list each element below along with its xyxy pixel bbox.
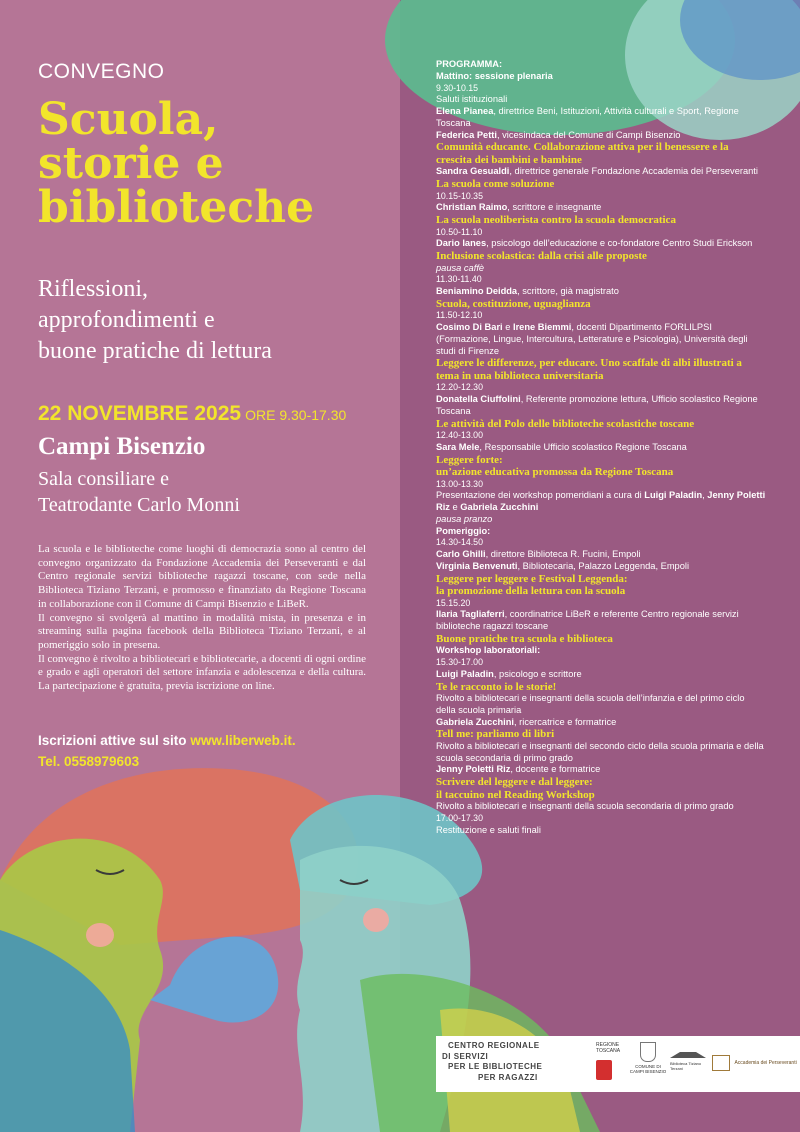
title-line: Scuola, xyxy=(38,94,219,145)
speaker-role: , ricercatrice e formatrice xyxy=(514,716,617,727)
speaker-name: Luigi Paladin xyxy=(436,668,494,679)
speaker-role: , psicologo e scrittore xyxy=(493,668,582,679)
program-heading: Pomeriggio: xyxy=(436,525,491,536)
talk-title: Te le racconto io le storie! xyxy=(436,680,557,693)
right-cheek xyxy=(363,908,389,932)
speaker-role: , Referente promozione lettura, Ufficio scolastico Regione Toscana xyxy=(436,394,758,416)
speaker xyxy=(436,322,766,357)
speaker xyxy=(436,106,766,130)
speaker xyxy=(436,394,766,418)
program-heading: PROGRAMMA: xyxy=(436,59,503,69)
speaker-role: , scrittore, già magistrato xyxy=(517,286,619,296)
speaker-name: Sara Mele xyxy=(436,441,480,452)
speaker-name: Elena Pianea xyxy=(436,106,494,116)
program-time: 11.30-11.40 xyxy=(436,274,482,285)
program-time: 10.50-11.10 xyxy=(436,226,483,237)
logo-centro-line: DI SERVIZI xyxy=(442,1051,489,1061)
logo-centro-regionale xyxy=(442,1041,588,1097)
program-time: 12.40-13.00 xyxy=(436,430,483,440)
logo-biblioteca-text: Biblioteca Tiziano Terzani xyxy=(670,1061,702,1071)
speaker xyxy=(436,561,766,573)
speaker xyxy=(436,202,766,214)
talk-title: Inclusione scolastica: dalla crisi alle proposte xyxy=(436,250,647,262)
registration xyxy=(38,730,296,772)
speaker-role: , Bibliotecaria, Palazzo Leggenda, Empoli xyxy=(517,560,690,571)
speaker-name: Cosimo Di Bari xyxy=(436,322,503,332)
program-text: Rivolto a bibliotecari e insegnanti della scuola secondaria di primo grado xyxy=(436,801,734,811)
talk-title: un’azione educativa promossa da Regione Toscana xyxy=(436,466,674,478)
description-paragraph: Il convegno è rivolto a bibliotecari e bibliotecarie, a docenti di ogni ordine e grado e agli operatori del settore infanzia e adolescenza e della cultura. La partecipazione è gratuita, previa iscrizione on line. xyxy=(38,652,366,693)
program-time: 15.15.20 xyxy=(436,597,471,608)
talk-title: Scuola, costituzione, uguaglianza xyxy=(436,297,591,310)
talk-title: Comunità educante. Collaborazione attiva per il benessere e la crescita dei bambini e bambine xyxy=(436,141,729,166)
program-time: 10.15-10.35 xyxy=(436,190,483,201)
speaker-name: Irene Biemmi xyxy=(512,322,572,332)
logo-biblioteca xyxy=(670,1052,708,1108)
speaker xyxy=(436,669,766,681)
subtitle-line: Riflessioni, xyxy=(38,276,149,302)
program-text: Rivolto a bibliotecari e insegnanti del secondo ciclo della scuola primaria e della scuola secondaria di primo grado xyxy=(436,740,764,763)
speaker-name: Sandra Gesualdi xyxy=(436,166,510,177)
speaker-connector: e xyxy=(449,502,461,512)
talk-title: la promozione della lettura con la scuola xyxy=(436,585,626,597)
speaker-name: Christian Raimo xyxy=(436,202,508,213)
speaker-name: Carlo Ghilli xyxy=(436,549,486,559)
left-cheek xyxy=(86,923,114,947)
workshop-presentation xyxy=(436,490,766,514)
talk-title: La scuola neoliberista contro la scuola democratica xyxy=(436,214,676,226)
description xyxy=(38,543,366,694)
speaker-role: , coordinatrice LiBeR e referente Centro regionale servizi biblioteche ragazzi toscane xyxy=(436,609,739,631)
speaker xyxy=(436,764,766,776)
program-text: Rivolto a bibliotecari e insegnanti della scuola dell’infanzia e del primo ciclo della scuola primaria xyxy=(436,693,745,715)
coat-of-arms-icon xyxy=(640,1042,656,1062)
logo-centro-line: PER LE BIBLIOTECHE xyxy=(448,1062,543,1071)
speaker-name: Ilaria Tagliaferri xyxy=(436,609,505,620)
program-break: pausa caffè xyxy=(436,262,485,273)
speaker-name: Beniamino Deidda xyxy=(436,286,518,296)
speaker-connector: e xyxy=(502,322,513,332)
date-text: 22 NOVEMBRE 2025 xyxy=(38,402,242,425)
speaker-connector: , xyxy=(702,490,708,501)
logo-accademia-text: Accademia dei Perseveranti xyxy=(734,1059,797,1066)
pegasus-icon xyxy=(596,1060,612,1080)
event-venue xyxy=(38,466,378,518)
speaker xyxy=(436,442,766,454)
speaker-name: Gabriela Zucchini xyxy=(460,502,539,512)
program-heading: Workshop laboratoriali: xyxy=(436,645,541,656)
page-title xyxy=(38,94,398,233)
program-break: pausa pranzo xyxy=(436,513,493,524)
talk-title: Tell me: parliamo di libri xyxy=(436,728,555,741)
program-time: 17.00-17.30 xyxy=(436,812,483,823)
talk-title: Buone pratiche tra scuola e biblioteca xyxy=(436,632,613,645)
speaker-name: Gabriela Zucchini xyxy=(436,716,515,727)
talk-title: Leggere le differenze, per educare. Uno scaffale di albi illustrati a tema in una biblioteca universitaria xyxy=(436,357,742,382)
subtitle xyxy=(38,274,388,367)
program-heading: Mattino: sessione plenaria xyxy=(436,70,553,81)
talk-title: La scuola come soluzione xyxy=(436,178,555,190)
title-line: biblioteche xyxy=(38,182,315,233)
speaker xyxy=(436,549,766,561)
speaker xyxy=(436,166,766,178)
program-text: Saluti istituzionali xyxy=(436,94,508,105)
subtitle-line: buone pratiche di lettura xyxy=(38,338,272,364)
program-time: 9.30-10.15 xyxy=(436,82,479,93)
speaker-role: , direttore Biblioteca R. Fucini, Empoli xyxy=(485,549,641,559)
talk-title: Le attività del Polo delle biblioteche scolastiche toscane xyxy=(436,417,695,430)
description-paragraph: Il convegno si svolgerà al mattino in modalità mista, in presenza e in streaming sulla pagina facebook della Biblioteca Tiziano Terzani, e al pomeriggio solo in presena. xyxy=(38,611,366,651)
logo-centro-line: CENTRO REGIONALE xyxy=(448,1041,540,1050)
speaker xyxy=(436,717,766,729)
event-date xyxy=(38,402,346,426)
registration-phone: Tel. 0558979603 xyxy=(38,754,140,769)
roof-icon xyxy=(670,1052,706,1058)
logo-strip xyxy=(436,1036,800,1092)
speaker-name: Luigi Paladin xyxy=(644,490,703,501)
speech-bubble xyxy=(150,937,278,1023)
program xyxy=(436,59,766,836)
event-kicker: CONVEGNO xyxy=(38,60,165,83)
speaker-role: , scrittore e insegnante xyxy=(507,202,602,213)
speaker-name: Donatella Ciuffolini xyxy=(436,394,521,404)
program-time: 13.00-13.30 xyxy=(436,478,483,489)
speaker-name: Dario Ianes xyxy=(436,238,487,249)
registration-link[interactable]: www.liberweb.it. xyxy=(190,733,296,748)
logo-accademia xyxy=(712,1054,798,1110)
speaker-name: Jenny Poletti Riz xyxy=(436,490,766,512)
program-time: 11.50-12.10 xyxy=(436,310,483,321)
title-line: storie e xyxy=(38,138,224,189)
talk-title: Scrivere del leggere e dal leggere: xyxy=(436,776,593,788)
speaker xyxy=(436,130,766,142)
logo-regione-text: REGIONE TOSCANA xyxy=(596,1042,621,1054)
program-time: 12.20-12.30 xyxy=(436,382,483,393)
venue-line: Sala consiliare e xyxy=(38,468,170,490)
speaker xyxy=(436,286,766,298)
logo-comune-text: COMUNE DI CAMPI BISENZIO xyxy=(629,1064,667,1074)
registration-text: Iscrizioni attive sul sito xyxy=(38,733,187,748)
talk-title: Leggere forte: xyxy=(436,453,503,466)
talk-title: Leggere per leggere e Festival Leggenda: xyxy=(436,572,628,585)
speaker xyxy=(436,609,766,633)
building-icon xyxy=(712,1055,730,1071)
description-paragraph: La scuola e le biblioteche come luoghi di democrazia sono al centro del convegno organizzato da Fondazione Accademia dei Perseveranti e dal Centro regionale servizi biblioteche ragazzi toscane, con sede nella Biblioteca Tiziano Terzani, e promosso e finanziato da Regione Toscana in collaborazione con il Comune di Campi Bisenzio e LiBeR. xyxy=(38,543,366,610)
speaker-name: Federica Petti xyxy=(436,129,497,140)
speaker-role: , docente e formatrice xyxy=(510,764,601,775)
program-time: 15.30-17.00 xyxy=(436,657,483,667)
logo-comune xyxy=(628,1042,668,1098)
speaker-name: Virginia Benvenuti xyxy=(436,560,518,571)
speaker-role: , direttrice generale Fondazione Accademia dei Perseveranti xyxy=(509,166,758,177)
logo-centro-line: PER RAGAZZI xyxy=(478,1072,538,1082)
talk-title: il taccuino nel Reading Workshop xyxy=(436,788,595,801)
speaker-role: , docenti Dipartimento FORLILPSI (Formazione, Lingue, Intercultura, Letterature e Psicologia), Università degli studi di Firenze xyxy=(436,322,748,356)
logo-regione-toscana xyxy=(596,1042,620,1098)
speaker-role: , direttrice Beni, Istituzioni, Attività culturali e Sport, Regione Toscana xyxy=(436,106,739,128)
speaker-role: , Responsabile Ufficio scolastico Regione Toscana xyxy=(479,441,687,452)
subtitle-line: approfondimenti e xyxy=(38,307,215,333)
speaker-role: , psicologo dell’educazione e co-fondatore Centro Studi Erickson xyxy=(486,238,753,249)
workshop-text: Presentazione dei workshop pomeridiani a cura di xyxy=(436,490,645,501)
speaker-name: Jenny Poletti Riz xyxy=(436,764,511,775)
program-text: Restituzione e saluti finali xyxy=(436,824,541,835)
program-time: 14.30-14.50 xyxy=(436,537,483,548)
venue-line: Teatrodante Carlo Monni xyxy=(38,494,240,516)
speaker xyxy=(436,238,766,250)
event-city: Campi Bisenzio xyxy=(38,433,206,460)
speaker-role: , vicesindaca del Comune di Campi Bisenzio xyxy=(496,129,681,140)
event-time: ORE 9.30-17.30 xyxy=(245,407,347,423)
